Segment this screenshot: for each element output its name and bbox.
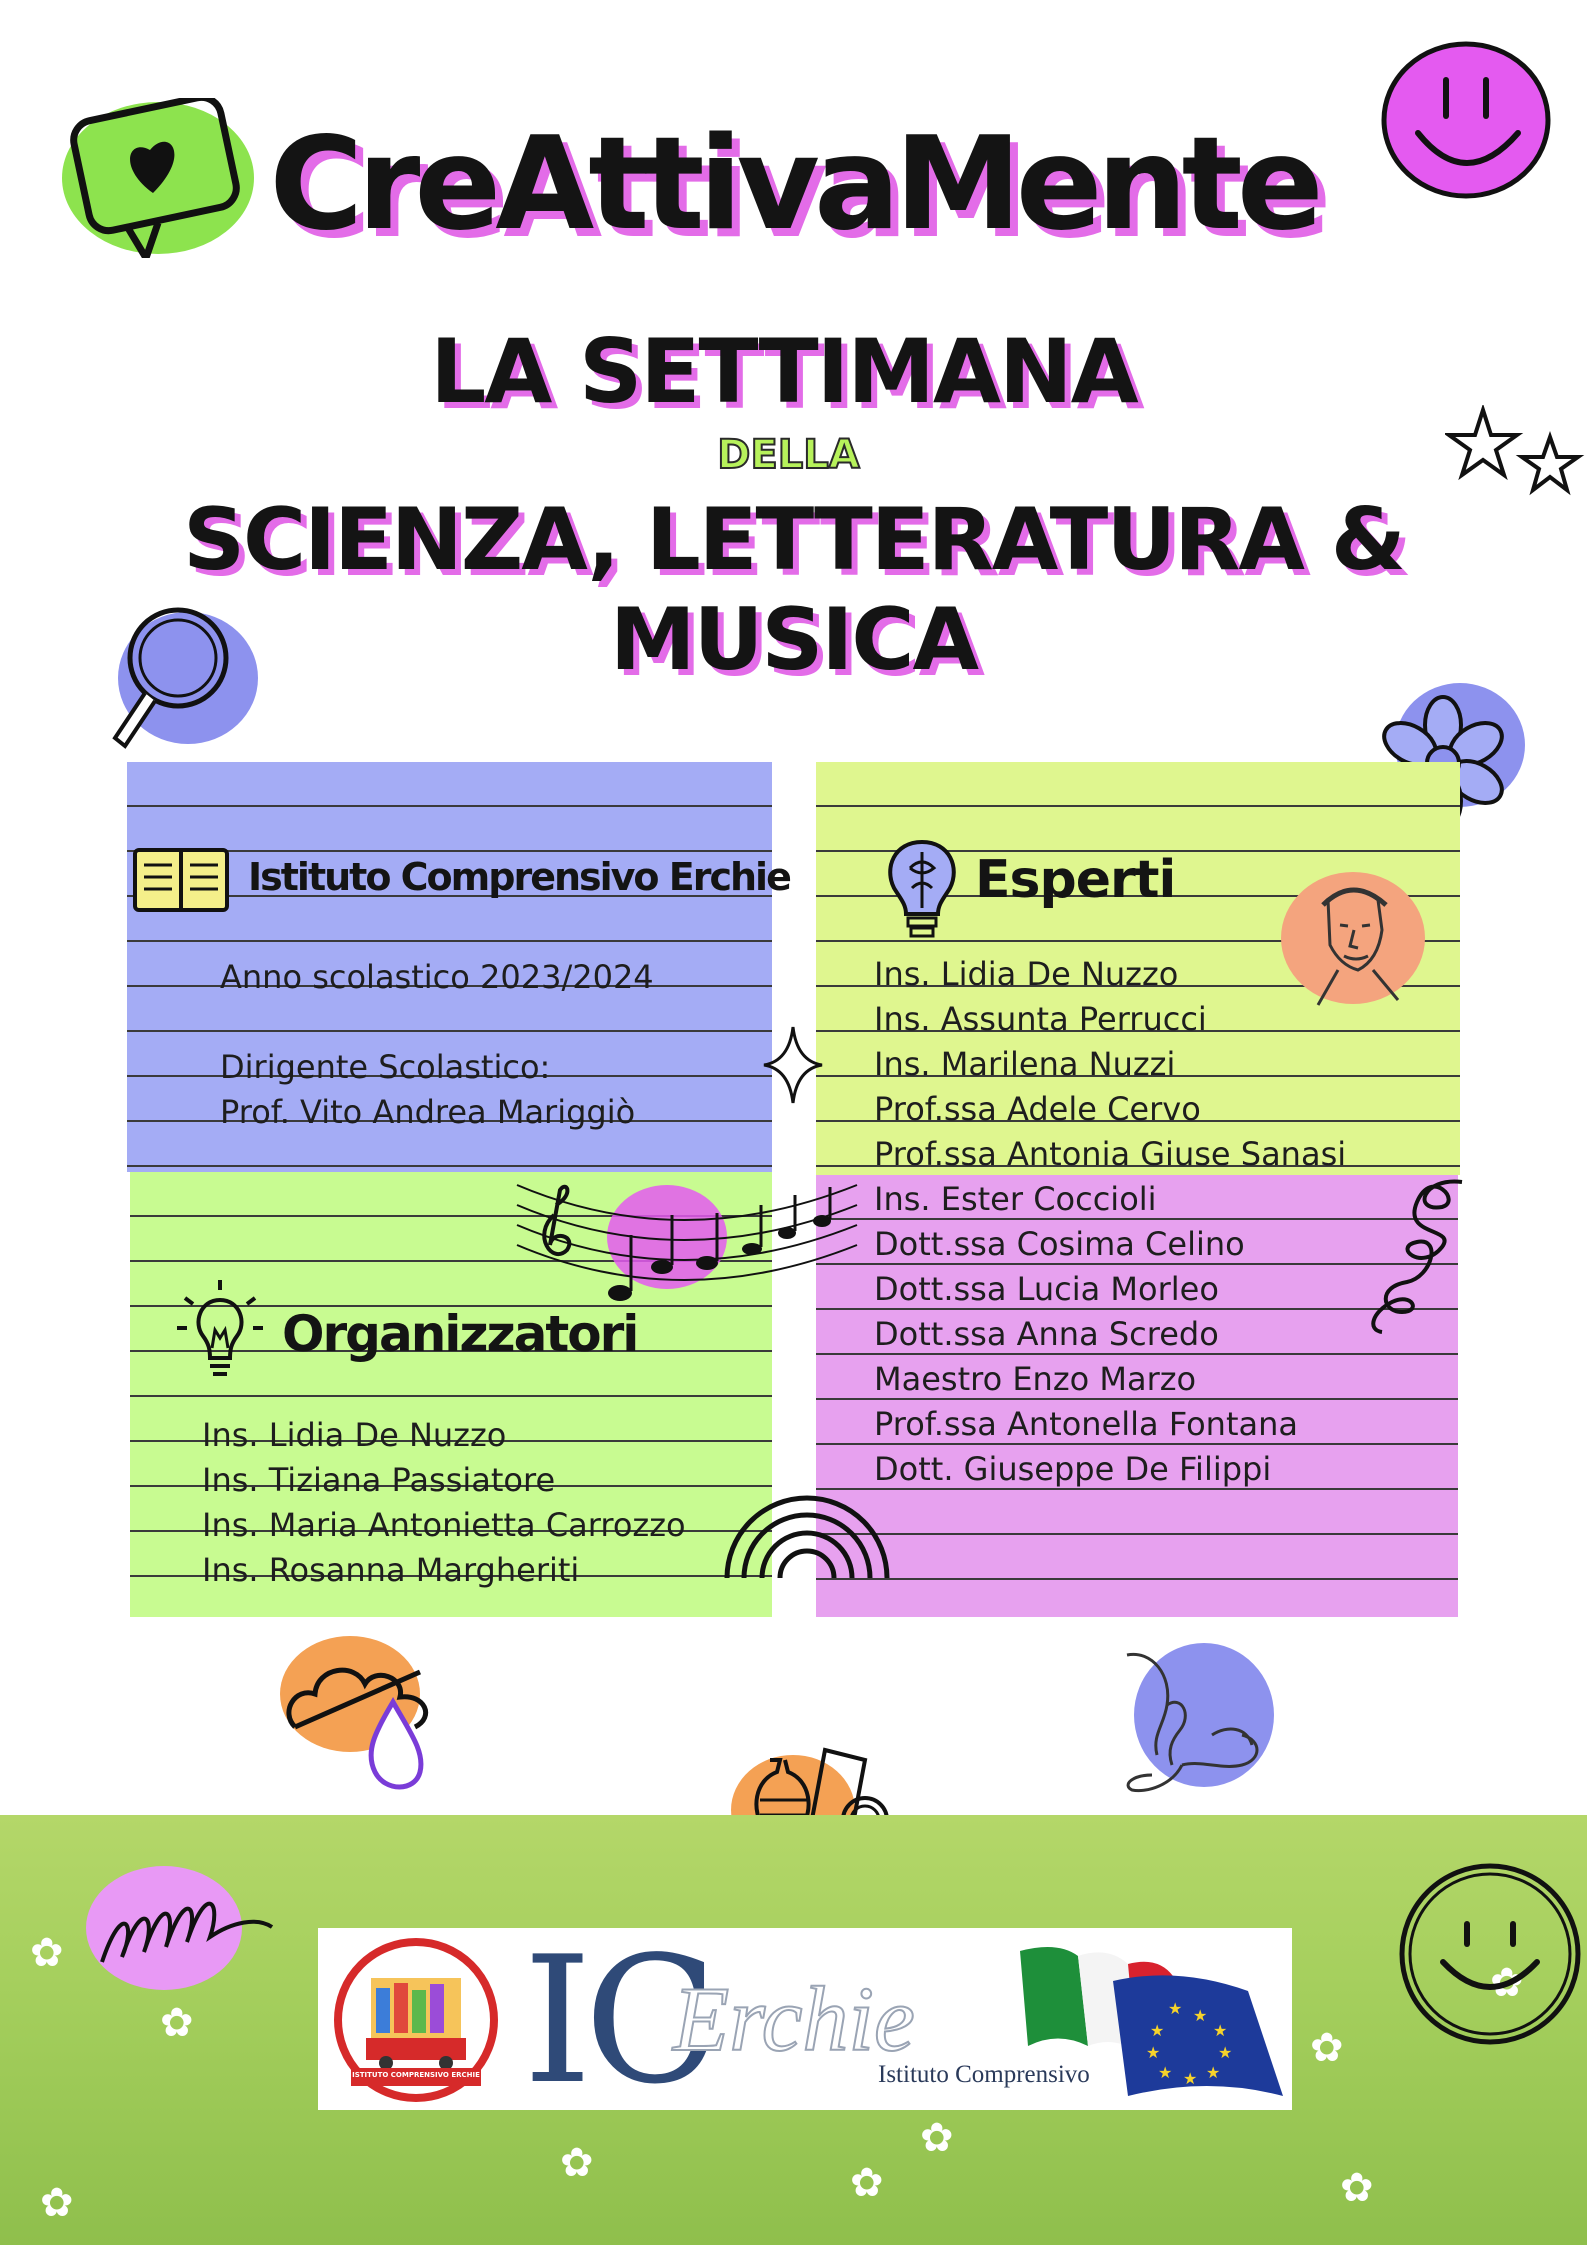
organizzatore-2: Ins. Tiziana Passiatore bbox=[202, 1461, 556, 1499]
daisy-decoration: ✿ bbox=[1310, 2025, 1344, 2071]
daisy-decoration: ✿ bbox=[560, 2140, 594, 2186]
rainbow-icon bbox=[722, 1480, 892, 1580]
daisy-decoration: ✿ bbox=[920, 2115, 954, 2161]
esperto-3: Ins. Marilena Nuzzi bbox=[874, 1045, 1176, 1083]
svg-text:★: ★ bbox=[1168, 1999, 1183, 2018]
cloud-rain-icon bbox=[275, 1632, 455, 1822]
esperto-7: Dott.ssa Cosima Celino bbox=[874, 1225, 1245, 1263]
esperto-5: Prof.ssa Antonia Giuse Sanasi bbox=[874, 1135, 1347, 1173]
sparkle-icon bbox=[762, 1025, 824, 1105]
subtitle-line-3: SCIENZA, LETTERATURA & MUSICA bbox=[183, 490, 1404, 690]
brain-bulb-icon bbox=[882, 838, 962, 940]
daisy-decoration: ✿ bbox=[1490, 1960, 1524, 2006]
organizzatori-heading: Organizzatori bbox=[282, 1305, 638, 1363]
hands-icon bbox=[1112, 1635, 1277, 1795]
daisy-decoration: ✿ bbox=[1340, 2165, 1374, 2211]
book-icon bbox=[132, 845, 230, 915]
esperto-10: Maestro Enzo Marzo bbox=[874, 1360, 1197, 1398]
page-title: CreAttivaMente bbox=[269, 110, 1318, 259]
logo-erchie: Erchie bbox=[673, 1968, 915, 2070]
daisy-decoration: ✿ bbox=[30, 1930, 64, 1976]
esperto-1: Ins. Lidia De Nuzzo bbox=[874, 955, 1179, 993]
daisy-decoration: ✿ bbox=[850, 2160, 884, 2206]
lightbulb-icon bbox=[175, 1278, 265, 1388]
dante-portrait-icon bbox=[1278, 870, 1428, 1010]
organizzatore-1: Ins. Lidia De Nuzzo bbox=[202, 1416, 507, 1454]
subtitle-line-1: LA SETTIMANA bbox=[430, 320, 1137, 423]
esperto-8: Dott.ssa Lucia Morleo bbox=[874, 1270, 1219, 1308]
esperto-12: Dott. Giuseppe De Filippi bbox=[874, 1450, 1272, 1488]
svg-text:★: ★ bbox=[1218, 2043, 1233, 2062]
logo-ic: IC bbox=[523, 1920, 711, 2123]
magnifier-icon bbox=[100, 598, 260, 758]
dirigente-name: Prof. Vito Andrea Mariggiò bbox=[220, 1093, 636, 1131]
anno-scolastico: Anno scolastico 2023/2024 bbox=[220, 958, 654, 996]
esperto-9: Dott.ssa Anna Scredo bbox=[874, 1315, 1219, 1353]
esperti-heading: Esperti bbox=[975, 850, 1176, 910]
svg-text:★: ★ bbox=[1183, 2069, 1198, 2088]
music-notes-icon bbox=[512, 1175, 862, 1315]
esperto-2: Ins. Assunta Perrucci bbox=[874, 1000, 1207, 1038]
smiley-outline-icon bbox=[1395, 1862, 1585, 2047]
loops-icon bbox=[82, 1862, 282, 1992]
badge-text: ISTITUTO COMPRENSIVO ERCHIE bbox=[352, 2071, 480, 2079]
flags-icon bbox=[1018, 1936, 1288, 2106]
daisy-decoration: ✿ bbox=[160, 2000, 194, 2046]
esperto-4: Prof.ssa Adele Cervo bbox=[874, 1090, 1201, 1128]
svg-text:★: ★ bbox=[1150, 2021, 1165, 2040]
logo-banner bbox=[318, 1920, 1292, 2123]
esperto-11: Prof.ssa Antonella Fontana bbox=[874, 1405, 1298, 1443]
organizzatore-3: Ins. Maria Antonietta Carrozzo bbox=[202, 1506, 686, 1544]
svg-text:★: ★ bbox=[1193, 2006, 1208, 2025]
svg-text:★: ★ bbox=[1158, 2063, 1173, 2082]
svg-text:★: ★ bbox=[1146, 2043, 1161, 2062]
organizzatore-4: Ins. Rosanna Margheriti bbox=[202, 1551, 580, 1589]
logo-subtitle: Istituto Comprensivo bbox=[878, 2061, 1090, 2088]
daisy-decoration: ✿ bbox=[40, 2180, 74, 2226]
istituto-heading: Istituto Comprensivo Erchie bbox=[248, 855, 790, 899]
svg-text:★: ★ bbox=[1206, 2063, 1221, 2082]
dirigente-label: Dirigente Scolastico: bbox=[220, 1048, 551, 1086]
spiral-icon bbox=[1362, 1172, 1472, 1337]
school-badge bbox=[326, 1938, 506, 2103]
esperto-6: Ins. Ester Coccioli bbox=[874, 1180, 1157, 1218]
svg-text:★: ★ bbox=[1213, 2021, 1228, 2040]
subtitle-line-2: DELLA bbox=[717, 432, 860, 478]
